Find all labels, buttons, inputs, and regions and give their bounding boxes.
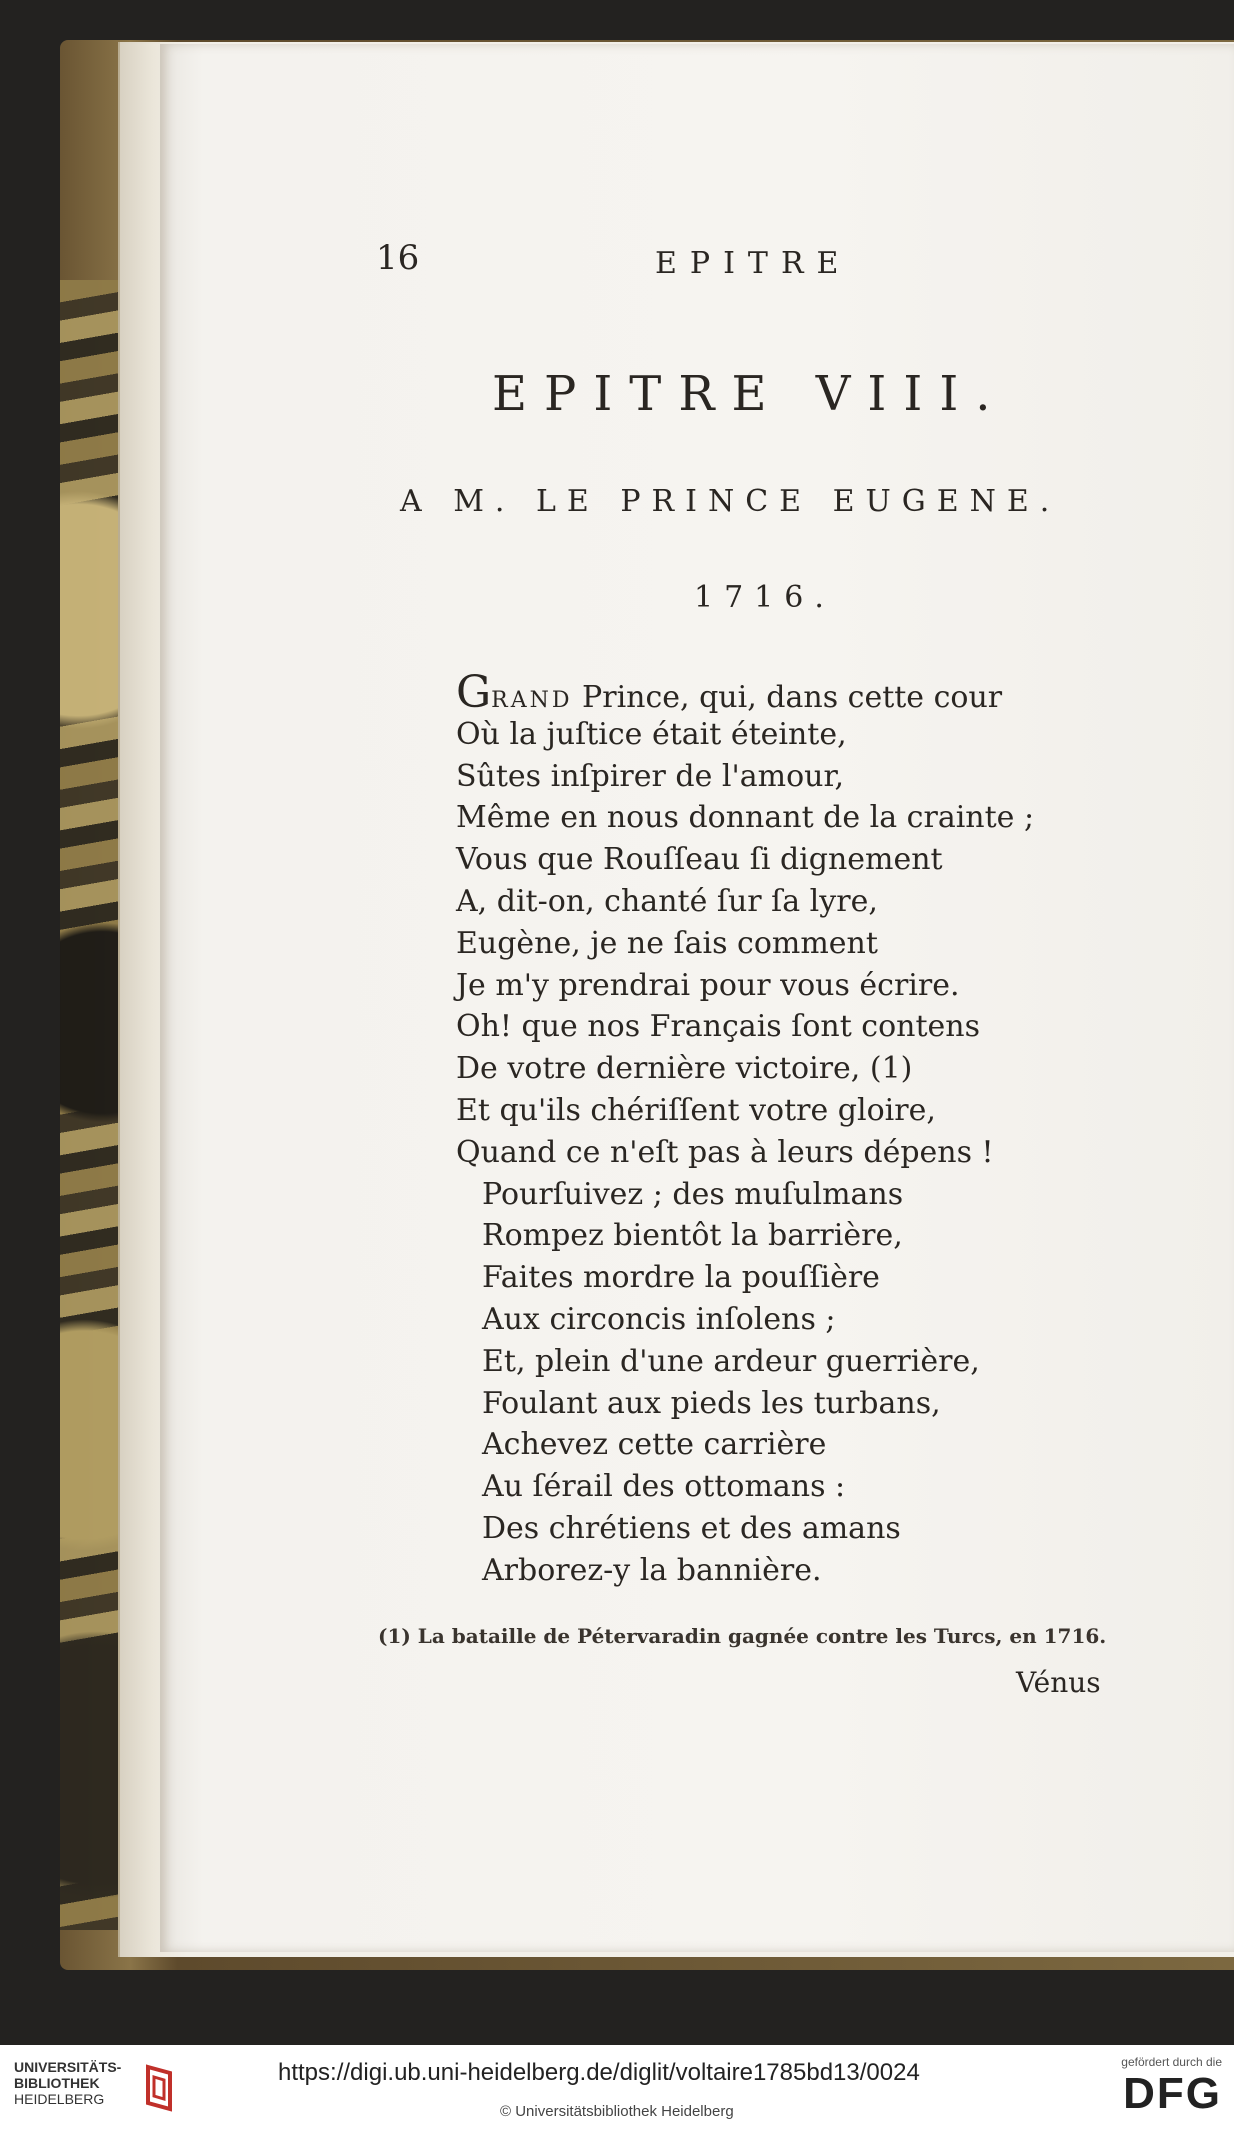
poem-line: Quand ce n'eſt pas à leurs dépens ! bbox=[456, 1134, 994, 1170]
library-name-line-2: BIBLIOTHEK bbox=[14, 2075, 100, 2091]
library-emblem-icon bbox=[140, 2063, 180, 2113]
poem-line: Et, plein d'une ardeur guerrière, bbox=[482, 1343, 980, 1379]
drop-cap: G bbox=[456, 667, 492, 718]
library-name-line-3: HEIDELBERG bbox=[14, 2091, 105, 2107]
catchword: Vénus bbox=[1016, 1666, 1101, 1699]
page-number: 16 bbox=[376, 238, 420, 278]
poem-line: Je m'y prendrai pour vous écrire. bbox=[456, 967, 960, 1003]
permalink-url[interactable]: https://digi.ub.uni-heidelberg.de/diglit/voltaire1785bd13/0024 bbox=[278, 2059, 920, 2086]
poem-line: Rompez bientôt la barrière, bbox=[482, 1218, 903, 1254]
poem-line: Et qu'ils chériſſent votre gloire, bbox=[456, 1092, 936, 1128]
first-line-rest: Prince, qui, dans cette cour bbox=[572, 680, 1003, 715]
library-name-line-1: UNIVERSITÄTS- bbox=[14, 2059, 122, 2075]
year-line: 1716. bbox=[694, 580, 835, 615]
poem-line: Au ſérail des ottomans : bbox=[482, 1469, 846, 1505]
poem-line: Vous que Rouſſeau ſi dignement bbox=[456, 842, 943, 878]
dfg-logo-text: DFG bbox=[1123, 2069, 1222, 2118]
dfg-logo[interactable] bbox=[1098, 2055, 1222, 2125]
poem bbox=[456, 667, 1035, 1592]
funder-note: gefördert durch die bbox=[1121, 2055, 1222, 2069]
poem-line: Où la juſtice était éteinte, bbox=[456, 716, 847, 752]
poem-line: A, dit-on, chanté ſur ſa lyre, bbox=[456, 883, 878, 919]
poem-line: Même en nous donnant de la crainte ; bbox=[456, 800, 1035, 836]
footnote: (1) La bataille de Pétervaradin gagnée contre les Turcs, en 1716. bbox=[378, 1624, 1107, 1648]
poem-line: Arborez-y la bannière. bbox=[482, 1552, 822, 1588]
poem-line: Aux circoncis inſolens ; bbox=[482, 1301, 836, 1337]
poem-line: Sûtes inſpirer de l'amour, bbox=[456, 758, 845, 794]
running-title: EPITRE bbox=[655, 246, 852, 281]
poem-line: Pourſuivez ; des muſulmans bbox=[482, 1176, 904, 1212]
poem-line: Des chrétiens et des amans bbox=[482, 1510, 901, 1546]
copyright-notice: © Universitätsbibliothek Heidelberg bbox=[500, 2103, 734, 2120]
poem-line: Faites mordre la pouſſière bbox=[482, 1260, 880, 1296]
poem-first-line bbox=[456, 667, 1034, 718]
library-logo[interactable] bbox=[14, 2059, 194, 2121]
poem-line: Foulant aux pieds les turbans, bbox=[482, 1385, 941, 1421]
dedication-line: A M. LE PRINCE EUGENE. bbox=[400, 484, 1061, 519]
poem-line: Oh! que nos Français ſont contens bbox=[456, 1009, 981, 1045]
poem-line: Eugène, je ne ſais comment bbox=[456, 925, 878, 961]
epistle-heading: EPITRE VIII. bbox=[492, 366, 1008, 422]
poem-line: Achevez cette carrière bbox=[482, 1427, 827, 1463]
poem-line: De votre dernière victoire, (1) bbox=[456, 1051, 913, 1087]
viewer-footer bbox=[0, 2045, 1234, 2133]
small-caps: RAND bbox=[491, 688, 573, 713]
